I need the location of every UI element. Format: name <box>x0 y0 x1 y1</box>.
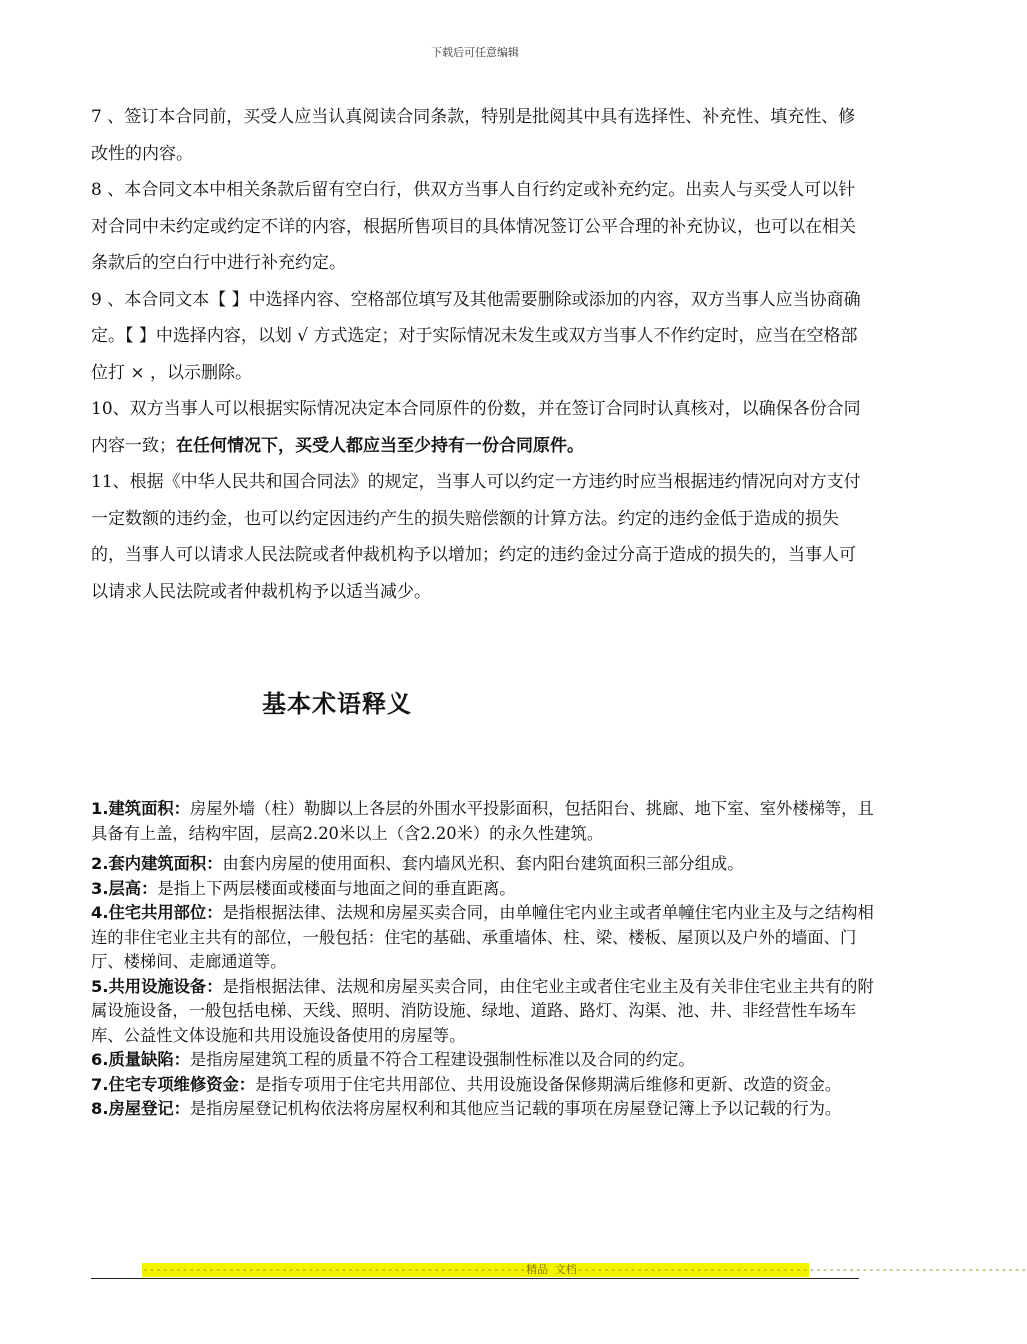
section-title: 基本术语释义 <box>262 690 412 718</box>
term-8 <box>91 1097 875 1122</box>
footer-dashes-left: ---------------------------------------------------------- <box>142 1263 527 1276</box>
footer-rule <box>91 1278 859 1279</box>
term-label: 6.质量缺陷： <box>91 1050 190 1069</box>
term-2 <box>91 852 875 877</box>
page-header: 下载后可任意编辑 <box>431 46 519 59</box>
footer-banner <box>142 1263 1027 1277</box>
term-label: 5.共用设施设备： <box>91 976 223 996</box>
term-5 <box>91 975 875 1049</box>
term-3 <box>91 877 875 902</box>
term-definition: 是指上下两层楼面或楼面与地面之间的垂直距离。 <box>157 878 516 898</box>
term-definition: 是指房屋建筑工程的质量不符合工程建设强制性标准以及合同的约定。 <box>189 1050 695 1069</box>
terms-list <box>91 797 875 1122</box>
note-10-bold: 在任何情况下，买受人都应当至少持有一份合同原件。 <box>176 435 584 456</box>
term-definition: 是指专项用于住宅共用部位、共用设施设备保修期满后维修和更新、改造的资金。 <box>255 1074 842 1094</box>
footer-text: 精品 文档 <box>526 1263 577 1276</box>
term-definition: 是指房屋登记机构依法将房屋权利和其他应当记载的事项在房屋登记簿上予以记载的行为。 <box>189 1099 842 1118</box>
note-8: 8 、本合同文本中相关条款后留有空白行，供双方当事人自行约定或补充约定。出卖人与买受人可以针对合同中未约定或约定不详的内容，根据所售项目的具体情况签订公平合理的补充协议，也可以在相关条款后的空白行中进行补充约定。 <box>91 180 856 273</box>
term-definition: 房屋外墙（柱）勒脚以上各层的外围水平投影面积，包括阳台、挑廊、地下室、室外楼梯等，且具备有上盖，结构牢固，层高2.20米以上（含2.20米）的永久性建筑。 <box>91 799 874 843</box>
notes-list <box>91 99 871 610</box>
note-9: 9 、本合同文本【 】中选择内容、空格部位填写及其他需要删除或添加的内容，双方当事人应当协商确定。【 】中选择内容，以划 √ 方式选定；对于实际情况未发生或双方当事人不作约定时，应当在空格部位打 × ，以示删除。 <box>91 289 861 383</box>
term-label: 4.住宅共用部位： <box>91 903 223 922</box>
note-10: 10、双方当事人可以根据实际情况决定本合同原件的份数，并在签订合同时认真核对，以确保各份合同内容一致；在任何情况下，买受人都应当至少持有一份合同原件。 <box>91 399 861 456</box>
note-7: 7 、签订本合同前，买受人应当认真阅读合同条款，特别是批阅其中具有选择性、补充性、填充性、修改性的内容。 <box>91 107 856 164</box>
note-11: 11、根据《中华人民共和国合同法》的规定，当事人可以约定一方违约时应当根据违约情况向对方支付一定数额的违约金，也可以约定因违约产生的损失赔偿额的计算方法。约定的违约金低于造成的损失的，当事人可以请求人民法院或者仲裁机构予以增加；约定的违约金过分高于造成的损失的，当事人可以请求人民法院或者仲裁机构予以适当减少。 <box>91 472 861 602</box>
term-definition: 由套内房屋的使用面积、套内墙风光积、套内阳台建筑面积三部分组成。 <box>222 854 744 873</box>
term-definition: 是指根据法律、法规和房屋买卖合同，由单幢住宅内业主或者单幢住宅内业主及与之结构相连的非住宅业主共有的部位，一般包括：住宅的基础、承重墙体、柱、梁、楼板、屋顶以及户外的墙面、门厅、楼梯间、走廊通道等。 <box>91 903 874 971</box>
footer-dashes-right: -------------------------------------------------------------------- <box>576 1263 1027 1276</box>
term-label: 1.建筑面积： <box>91 799 190 818</box>
term-definition: 是指根据法律、法规和房屋买卖合同，由住宅业主或者住宅业主及有关非住宅业主共有的附属设施设备，一般包括电梯、天线、照明、消防设施、绿地、道路、路灯、沟渠、池、井、非经营性车场车库、公益性文体设施和共用设施设备使用的房屋等。 <box>91 976 874 1045</box>
term-label: 8.房屋登记： <box>91 1099 190 1118</box>
term-label: 2.套内建筑面积： <box>91 854 223 873</box>
term-label: 7.住宅专项维修资金： <box>91 1074 256 1094</box>
term-label: 3.层高： <box>91 878 158 898</box>
term-7 <box>91 1073 875 1098</box>
term-6 <box>91 1048 875 1073</box>
term-1 <box>91 797 875 846</box>
term-4 <box>91 901 875 975</box>
